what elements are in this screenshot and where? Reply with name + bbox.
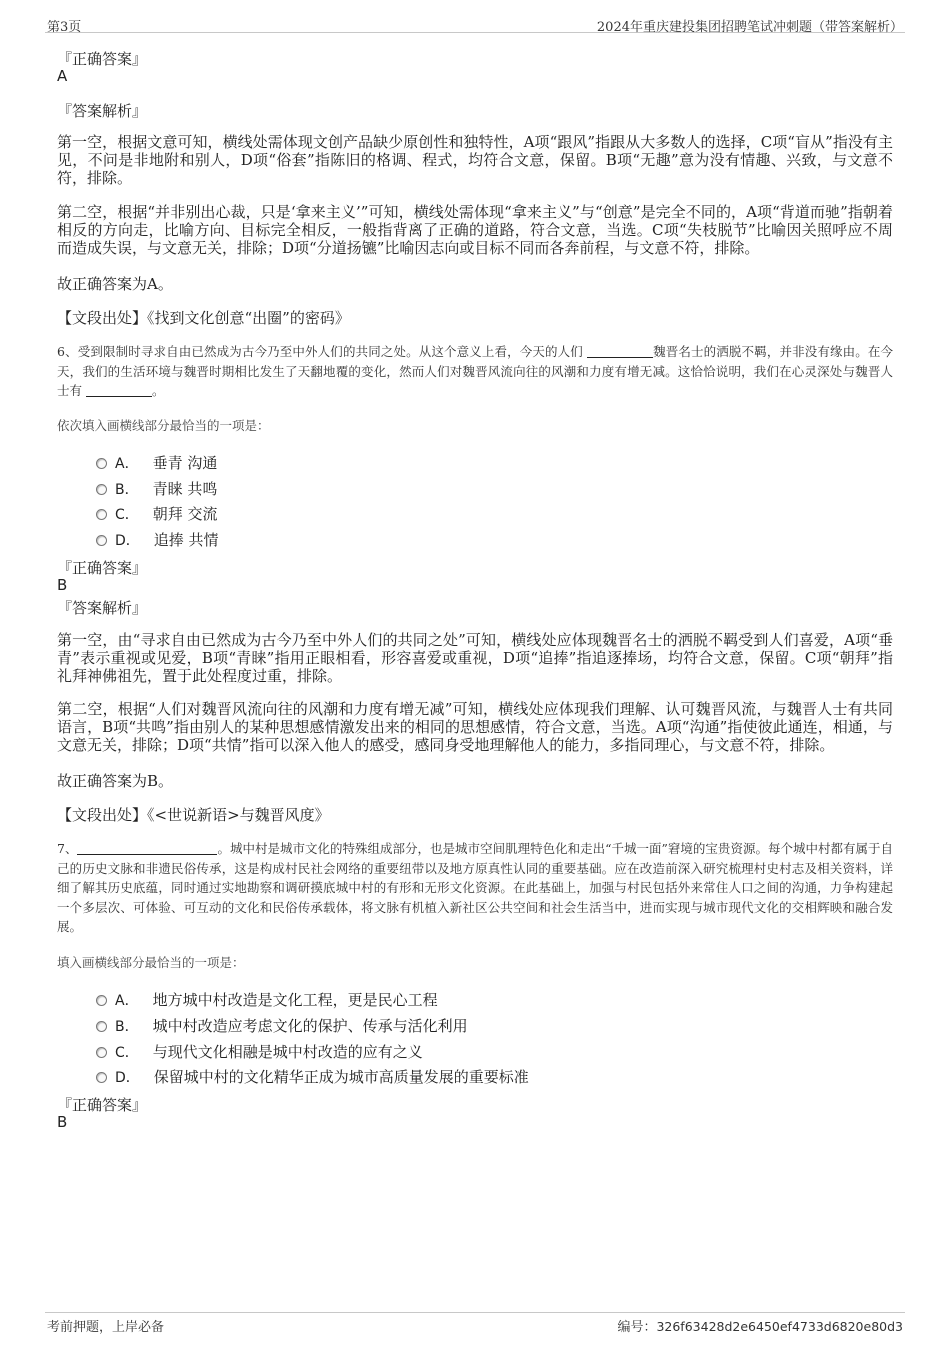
- option-text: 追捧 共情: [153, 531, 219, 549]
- option-letter: B．: [115, 482, 139, 498]
- q7-option-b[interactable]: [96, 1015, 468, 1036]
- q6-analysis-label: 『答案解析』: [57, 599, 148, 617]
- q5-source: [57, 307, 350, 328]
- radio-icon[interactable]: [96, 458, 107, 469]
- page-number: 第3页: [47, 20, 82, 35]
- q6-analysis-para-2: 第二空，根据“人们对魏晋风流向往的风潮和力度有增无减”可知，横线处应体现我们理解、认可魏晋风流，与魏晋人士有共同语言，B项“共鸣”指由别人的某种思想感情激发出来的相同的思想感情，符合文意，当选。A项“沟通”指使彼此通连，相通，与文意无关，排除；D项“共情”指可以深入他人的感受，感同身受地理解他人的能力，多指同理心，与文意不符，排除。: [57, 700, 893, 754]
- q7-number: 7、: [57, 841, 78, 856]
- option-text: 保留城中村的文化精华正成为城市高质量发展的重要标准: [153, 1068, 529, 1086]
- source-prefix: 【文段出处】: [57, 309, 148, 327]
- option-letter: D．: [115, 1070, 140, 1086]
- q6-option-d[interactable]: [96, 529, 219, 550]
- q6-option-a[interactable]: [96, 452, 217, 473]
- q6-stem-part-1: 6、受到限制时寻求自由已然成为古今乃至中外人们的共同之处。从这个意义上看，今天的人们: [57, 344, 588, 359]
- q6-prompt: 依次填入画横线部分最恰当的一项是：: [57, 418, 270, 433]
- code-label: 编号：: [617, 1320, 657, 1335]
- option-text: 地方城中村改造是文化工程，更是民心工程: [152, 991, 438, 1009]
- q6-option-b[interactable]: [96, 478, 217, 499]
- radio-icon[interactable]: [96, 995, 107, 1006]
- document-code: [617, 1316, 903, 1335]
- q5-answer: A: [57, 67, 68, 85]
- radio-icon[interactable]: [96, 535, 107, 546]
- page-header: [45, 10, 905, 33]
- radio-icon[interactable]: [96, 509, 107, 520]
- q6-stem-part-3: 。: [151, 383, 165, 398]
- option-text: 垂青 沟通: [152, 454, 218, 472]
- document-title: 2024年重庆建投集团招聘笔试冲刺题（带答案解析）: [596, 20, 903, 35]
- source-title: 《<世说新语>与魏晋风度》: [147, 806, 330, 824]
- page-footer: [45, 1312, 905, 1337]
- option-letter: A．: [115, 456, 139, 472]
- radio-icon[interactable]: [96, 1021, 107, 1032]
- source-title: 《找到文化创意“出圈”的密码》: [147, 309, 350, 327]
- q6-source: [57, 804, 330, 825]
- footer-slogan: 考前押题，上岸必备: [47, 1320, 165, 1335]
- q7-stem: [57, 839, 893, 937]
- q6-option-c[interactable]: [96, 503, 218, 524]
- q7-stem-text: 。城中村是城市文化的特殊组成部分，也是城市空间肌理特色化和走出“千城一面”窘境的宝贵资源。每个城中村都有属于自己的历史文脉和非遗民俗传承，这是构成村民社会网络的重要纽带以及地方原真性认同的重要基础。应在改造前深入研究梳理村史村志及相关资料，详细了解其历史底蕴，同时通过实地勘察和调研摸底城中村的有形和无形文化资源。在此基础上，加强与村民包括外来常住人口之间的沟通，力争构建起一个多层次、可体验、可互动的文化和民俗传承载体，将文脉有机植入新社区公共空间和社会生活当中，进而实现与城市现代文化的交相辉映和融合发展。: [57, 841, 893, 934]
- radio-icon[interactable]: [96, 1072, 107, 1083]
- q7-option-c[interactable]: [96, 1041, 423, 1062]
- q6-correct-answer-label: 『正确答案』: [57, 559, 148, 577]
- option-letter: C．: [115, 507, 139, 523]
- option-letter: C．: [115, 1045, 139, 1061]
- q6-conclusion: 故正确答案为B。: [57, 772, 174, 790]
- radio-icon[interactable]: [96, 484, 107, 495]
- q7-option-a[interactable]: [96, 989, 438, 1010]
- q5-conclusion: 故正确答案为A。: [57, 275, 173, 293]
- q6-stem-part-2: 魏晋名士的洒脱不羁，并非没有缘由。在今天，我们的生活环境与魏晋时期相比发生了天翻地覆的变化，然而人们对魏晋风流向往的风潮和力度有增无减。这恰恰说明，我们在心灵深处与魏晋人士有: [57, 344, 893, 398]
- q5-analysis-para-2: 第二空，根据“并非别出心裁，只是‘拿来主义’”可知，横线处需体现“拿来主义”与“创意”是完全不同的，A项“背道而驰”指朝着相反的方向走，比喻方向、目标完全相反，一般指背离了正确的道路，符合文意，当选。C项“失枝脱节”比喻因关照呼应不周而造成失误，与文意无关，排除；D项“分道扬镳”比喻因志向或目标不同而各奔前程，与文意不符，排除。: [57, 203, 893, 257]
- q7-blank: [77, 842, 217, 855]
- q7-correct-answer-label: 『正确答案』: [57, 1096, 148, 1114]
- radio-icon[interactable]: [96, 1047, 107, 1058]
- option-letter: D．: [115, 533, 140, 549]
- q7-prompt: 填入画横线部分最恰当的一项是：: [57, 955, 245, 970]
- q5-analysis-label: 『答案解析』: [57, 102, 148, 120]
- q6-analysis-para-1: 第一空，由“寻求自由已然成为古今乃至中外人们的共同之处”可知，横线处应体现魏晋名士的洒脱不羁受到人们喜爱，A项“垂青”表示重视或见爱，B项“青睐”指用正眼相看，形容喜爱或重视，D项“追捧”指追逐捧场，均符合文意，保留。C项“朝拜”指礼拜神佛祖先，置于此处程度过重，排除。: [57, 631, 893, 685]
- option-text: 与现代文化相融是城中村改造的应有之义: [152, 1043, 423, 1061]
- option-text: 青睐 共鸣: [152, 480, 218, 498]
- option-text: 朝拜 交流: [152, 505, 218, 523]
- q6-answer: B: [57, 576, 68, 594]
- q5-analysis-para-1: 第一空，根据文意可知，横线处需体现文创产品缺少原创性和独特性，A项“跟风”指跟从大多数人的选择，C项“盲从”指没有主见，不问是非地附和别人，D项“俗套”指陈旧的格调、程式，均符合文意，保留。B项“无趣”意为没有情趣、兴致，与文意不符，排除。: [57, 133, 893, 187]
- q7-option-d[interactable]: [96, 1066, 529, 1087]
- code-value: 326f63428d2e6450ef4733d6820e80d3: [656, 1319, 903, 1334]
- q6-blank-1: [587, 345, 653, 358]
- source-prefix: 【文段出处】: [57, 806, 148, 824]
- option-letter: B．: [115, 1019, 139, 1035]
- option-letter: A．: [115, 993, 139, 1009]
- q7-answer: B: [57, 1113, 68, 1131]
- q6-blank-2: [86, 384, 152, 397]
- q5-correct-answer-label: 『正确答案』: [57, 50, 148, 68]
- option-text: 城中村改造应考虑文化的保护、传承与活化利用: [152, 1017, 468, 1035]
- q6-stem: [57, 342, 893, 401]
